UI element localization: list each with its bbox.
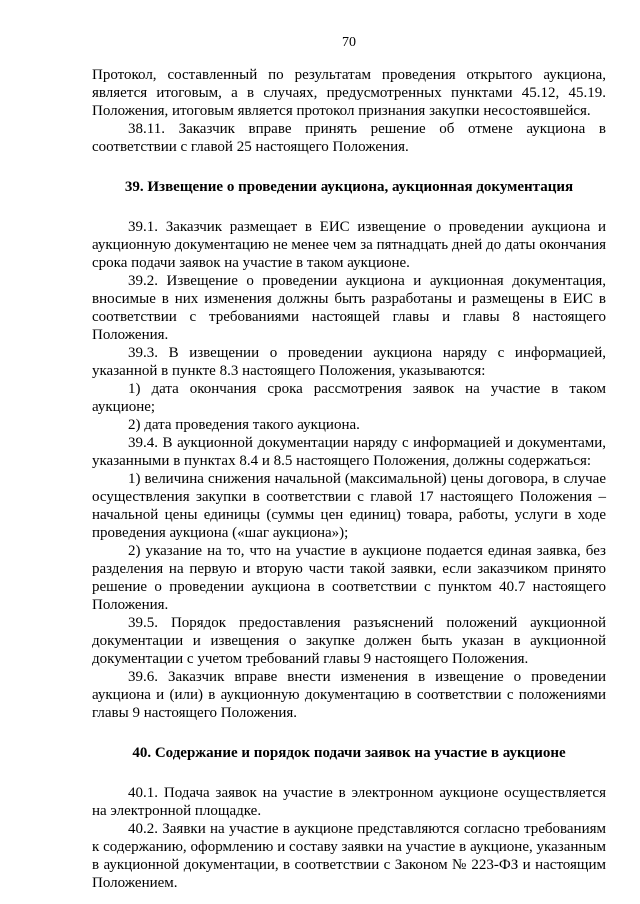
section-40-body bbox=[92, 784, 606, 892]
section-39-heading: 39. Извещение о проведении аукциона, аукционная документация bbox=[124, 179, 574, 195]
section-39-body bbox=[92, 218, 606, 722]
paragraph-38-11: 38.11. Заказчик вправе принять решение об отмене аукциона в соответствии с главой 25 настоящего Положения. bbox=[92, 121, 606, 155]
paragraph-40-2: 40.2. Заявки на участие в аукционе представляются согласно требованиям к содержанию, оформлению и составу заявки на участие в аукционе, указанным в аукционной документации, в соответствии с Законом № 223-ФЗ и настоящим Положением. bbox=[92, 821, 606, 891]
list-item-39-4-2: 2) указание на то, что на участие в аукционе подается единая заявка, без разделения на первую и вторую части такой заявки, если заказчиком принято решение о проведении аукциона в соответствии с пунктом 40.7 настоящего Положения. bbox=[92, 543, 606, 613]
paragraph-39-3: 39.3. В извещении о проведении аукциона наряду с информацией, указанной в пункте 8.3 настоящего Положения, указываются: bbox=[92, 345, 606, 379]
paragraph-39-4: 39.4. В аукционной документации наряду с информацией и документами, указанными в пунктах 8.4 и 8.5 настоящего Положения, должны содержаться: bbox=[92, 435, 606, 469]
section-40-heading: 40. Содержание и порядок подачи заявок на участие в аукционе bbox=[132, 745, 566, 761]
paragraph-39-5: 39.5. Порядок предоставления разъяснений положений аукционной документации и извещения о закупке должен быть указан в аукционной документации с учетом требований главы 9 настоящего Положения. bbox=[92, 615, 606, 667]
paragraph-39-2: 39.2. Извещение о проведении аукциона и аукционная документация, вносимые в них изменения должны быть разработаны и размещены в ЕИС в соответствии с требованиями настоящей главы и главы 8 настоящего Положения. bbox=[92, 273, 606, 343]
paragraph-protocol: Протокол, составленный по результатам проведения открытого аукциона, является итоговым, а в случаях, предусмотренных пунктами 45.12, 45.19. Положения, итоговым является протокол признания закупки несостоявшейся. bbox=[92, 67, 606, 119]
list-item-39-3-1: 1) дата окончания срока рассмотрения заявок на участие в таком аукционе; bbox=[92, 381, 606, 415]
document-page bbox=[92, 34, 606, 892]
paragraph-40-1: 40.1. Подача заявок на участие в электронном аукционе осуществляется на электронной площадке. bbox=[92, 785, 606, 819]
paragraph-39-1: 39.1. Заказчик размещает в ЕИС извещение о проведении аукциона и аукционную документацию не менее чем за пятнадцать дней до даты окончания срока подачи заявок на участие в таком аукционе. bbox=[92, 219, 606, 271]
page-number: 70 bbox=[342, 35, 356, 50]
list-item-39-3-2: 2) дата проведения такого аукциона. bbox=[128, 417, 360, 433]
paragraph-39-6: 39.6. Заказчик вправе внести изменения в извещение о проведении аукциона и (или) в аукционную документацию в соответствии с положениями главы 9 настоящего Положения. bbox=[92, 669, 606, 721]
list-item-39-4-1: 1) величина снижения начальной (максимальной) цены договора, в случае осуществления закупки в соответствии с главой 17 настоящего Положения – начальной цены единицы (суммы цен единиц) товара, работы, услуги в ходе проведения аукциона («шаг аукциона»); bbox=[92, 471, 606, 541]
